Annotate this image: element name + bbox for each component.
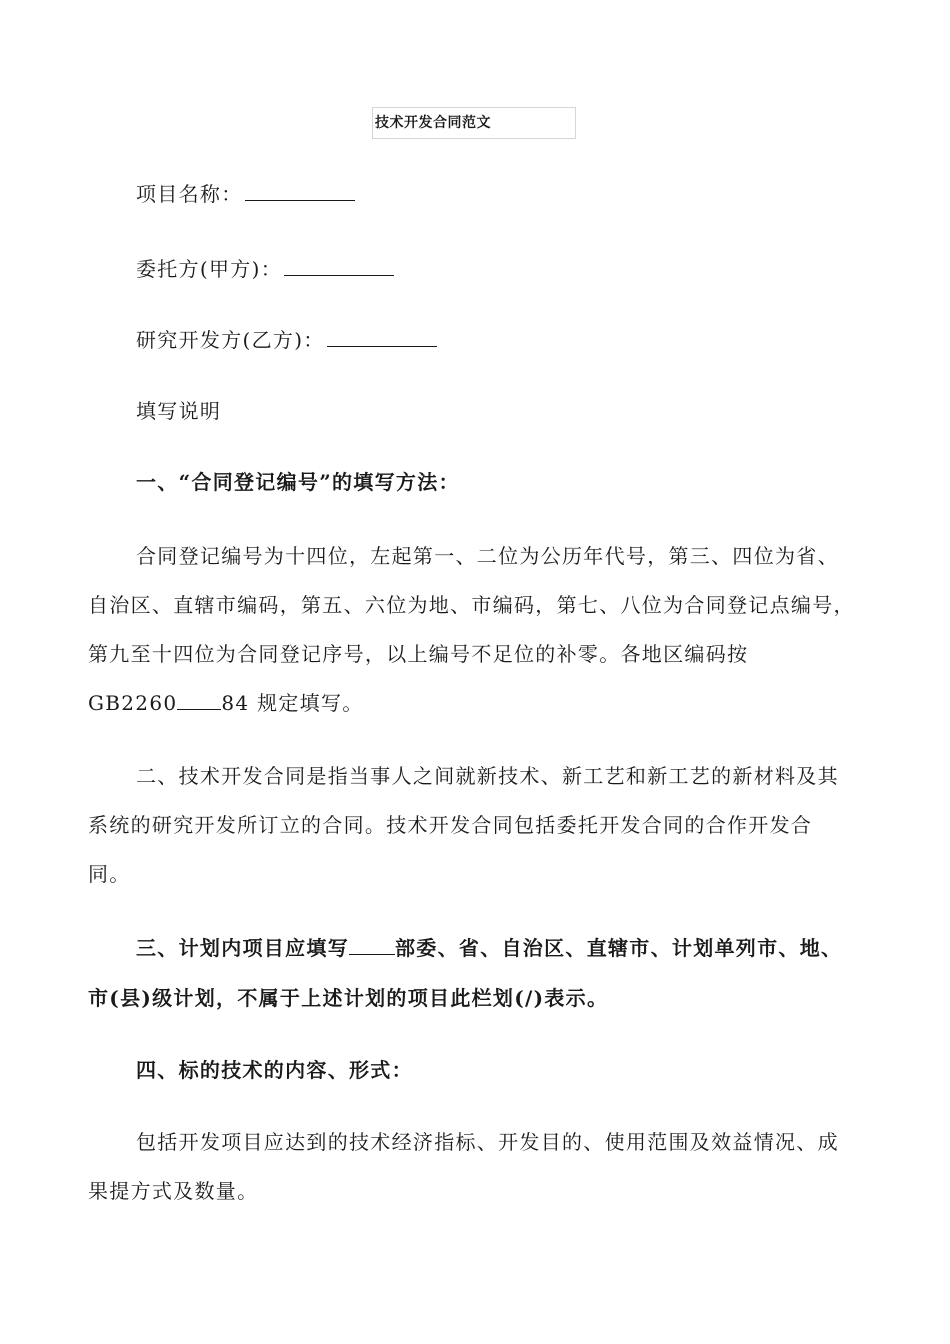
item-three-blank	[349, 934, 395, 955]
item-one-line-4	[88, 689, 364, 717]
item-four-line-1: 包括开发项目应达到的技术经济指标、开发目的、使用范围及效益情况、成	[136, 1130, 839, 1154]
standard-code-blank	[177, 689, 221, 710]
project-name-field	[136, 180, 355, 208]
developer-blank[interactable]	[327, 326, 437, 347]
item-four-line-2: 果提方式及数量。	[88, 1179, 259, 1203]
developer-field	[136, 326, 437, 354]
client-label: 委托方(甲方)：	[136, 257, 283, 281]
item-two-line-3: 同。	[88, 862, 131, 886]
project-name-blank[interactable]	[245, 180, 355, 201]
item-four-heading: 四、标的技术的内容、形式：	[136, 1058, 413, 1082]
item-three-line-2: 市(县)级计划，不属于上述计划的项目此栏划(/)表示。	[88, 986, 609, 1010]
client-field	[136, 255, 394, 283]
standard-code-suffix: 84 规定填写。	[221, 691, 364, 715]
client-blank[interactable]	[284, 255, 394, 276]
document-title: 技术开发合同范文	[372, 107, 576, 139]
item-two-line-1: 二、技术开发合同是指当事人之间就新技术、新工艺和新工艺的新材料及其	[136, 764, 839, 788]
project-name-label: 项目名称：	[136, 182, 243, 206]
item-three-suffix: 部委、省、自治区、直辖市、计划单列市、地、	[395, 936, 843, 960]
item-one-line-1: 合同登记编号为十四位，左起第一、二位为公历年代号，第三、四位为省、	[136, 544, 839, 568]
item-one-line-3: 第九至十四位为合同登记序号，以上编号不足位的补零。各地区编码按	[88, 642, 749, 666]
standard-code-prefix: GB2260	[88, 691, 178, 715]
item-three-prefix: 三、计划内项目应填写	[136, 936, 349, 960]
item-one-line-2: 自治区、直辖市编码，第五、六位为地、市编码，第七、八位为合同登记点编号，	[88, 593, 855, 617]
developer-label: 研究开发方(乙方)：	[136, 328, 325, 352]
item-three-line-1	[136, 934, 842, 962]
item-two-line-2: 系统的研究开发所订立的合同。技术开发合同包括委托开发合同的合作开发合	[88, 813, 813, 837]
instructions-heading: 填写说明	[136, 399, 222, 423]
item-one-heading: 一、“合同登记编号”的填写方法：	[136, 470, 460, 494]
